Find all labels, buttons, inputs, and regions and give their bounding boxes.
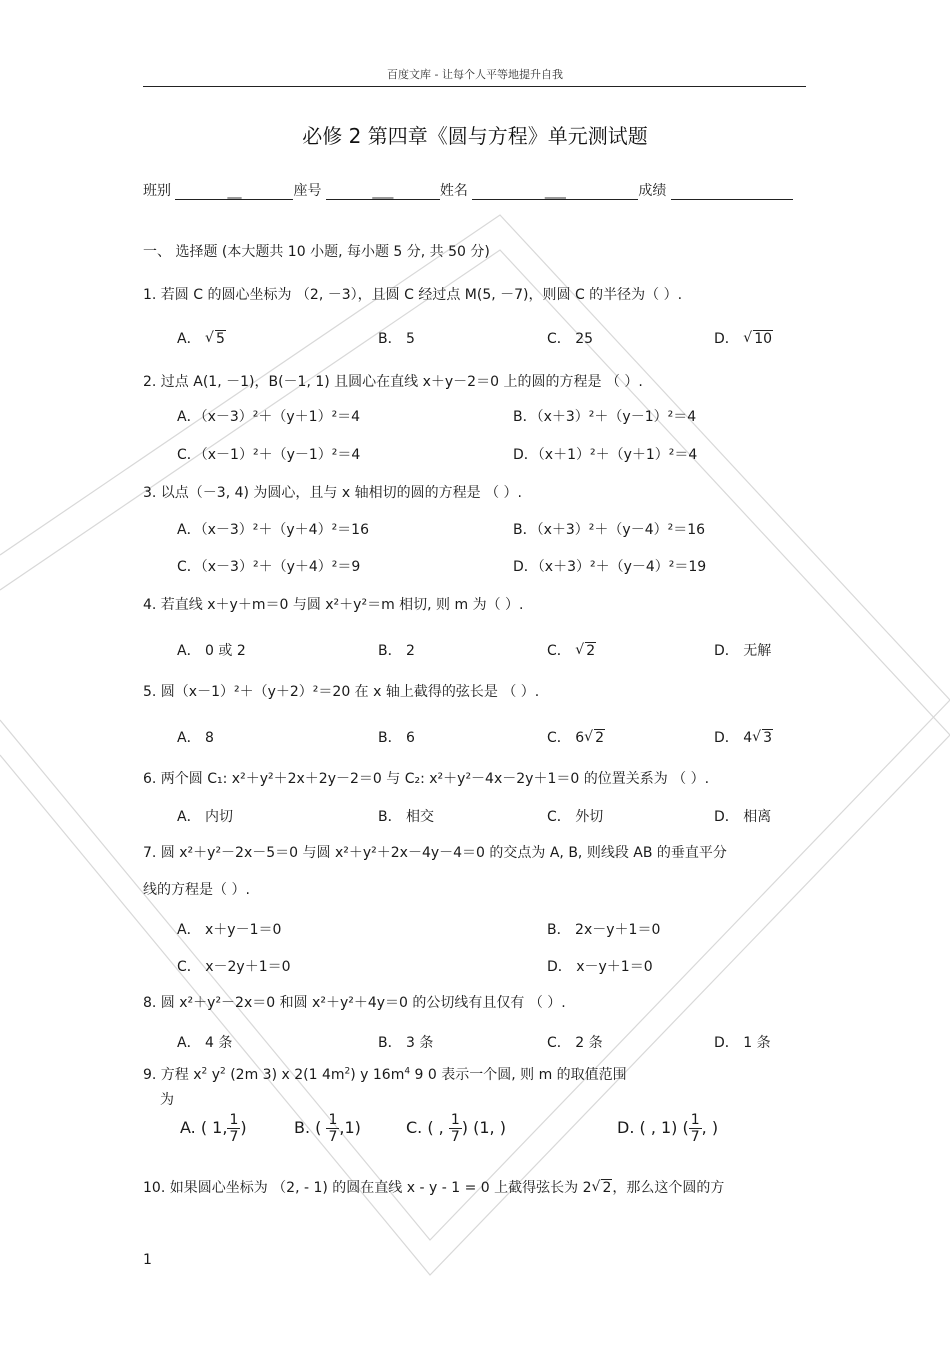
q4-c-label: C．: [547, 643, 571, 659]
question-1-stem: 1. 若圆 C 的圆心坐标为 （2, －3），且圆 C 经过点 M(5, －7)，则圆 C 的半径为（ ）.: [143, 287, 683, 303]
q7-option-d[interactable]: D． x－y＋1＝0: [547, 959, 653, 975]
section-heading: 一、 选择题 (本大题共 10 小题, 每小题 5 分, 共 50 分): [143, 244, 490, 260]
sqrt-icon: [752, 730, 773, 746]
q3-option-b[interactable]: B．（x＋3）²＋（y－4）²＝16: [513, 522, 706, 538]
name-label: 姓名: [439, 183, 468, 199]
q3-option-d[interactable]: D．（x＋3）²＋（y－4）²＝19: [513, 559, 707, 575]
score-label: 成绩: [638, 183, 667, 199]
question-2-stem: 2. 过点 A(1, －1)，B(－1, 1) 且圆心在直线 x＋y－2＝0 上的圆的方程是 （ ）.: [143, 374, 643, 390]
question-5-stem: 5. 圆（x－1）²＋（y＋2）²＝20 在 x 轴上截得的弦长是 （ ）.: [143, 684, 540, 700]
q6-option-b[interactable]: B． 相交: [378, 809, 435, 825]
q6-option-c[interactable]: C． 外切: [547, 809, 604, 825]
fraction: [227, 1112, 240, 1145]
sqrt-icon: [584, 730, 605, 746]
q7-option-b[interactable]: B． 2x－y＋1＝0: [547, 922, 661, 938]
q9-sup: 4: [404, 1066, 411, 1077]
info-line: [143, 180, 793, 200]
question-3-stem: 3. 以点（－3, 4) 为圆心，且与 x 轴相切的圆的方程是 （ ）.: [143, 485, 522, 501]
sqrt-icon: [743, 331, 773, 347]
question-8-stem: 8. 圆 x²＋y²－2x＝0 和圆 x²＋y²＋4y＝0 的公切线有且仅有 （ ）.: [143, 995, 566, 1011]
question-9-stem-line2: 为: [160, 1092, 174, 1108]
q4-option-a[interactable]: A． 0 或 2: [177, 643, 246, 659]
q9-stem-part: (2m 3) x 2(1 4m: [225, 1067, 345, 1083]
fraction-numerator: 1: [229, 1112, 239, 1128]
class-label: 班别: [143, 183, 171, 199]
q1-a-value: 5: [216, 331, 225, 347]
sqrt-icon: [591, 1180, 612, 1196]
q9-a-post: ): [240, 1118, 247, 1137]
q9-stem-part: 9 0 表示一个圆, 则 m 的取值范围: [410, 1067, 627, 1083]
q5-c-label: C． 6: [547, 730, 585, 746]
q9-a-pre: A. ( 1,: [180, 1118, 228, 1137]
question-7-stem-line2: 线的方程是（ ）.: [143, 882, 250, 898]
q9-option-c[interactable]: [406, 1112, 506, 1145]
q2-option-d[interactable]: D．（x＋1）²＋（y＋1）²＝4: [513, 447, 698, 463]
header-rule: [143, 86, 806, 87]
question-4-stem: 4. 若直线 x＋y＋m＝0 与圆 x²＋y²＝m 相切, 则 m 为（ ）.: [143, 597, 524, 613]
q8-option-d[interactable]: D． 1 条: [714, 1035, 771, 1051]
q10-stem-pre: 10. 如果圆心坐标为 （2, - 1) 的圆在直线 x - y - 1 = 0 上截得弦长为 2: [143, 1180, 592, 1196]
q1-option-b[interactable]: B． 5: [378, 331, 415, 347]
fraction: [689, 1112, 702, 1145]
q5-c-value: 2: [595, 730, 605, 746]
sqrt-icon: [205, 331, 226, 347]
q9-b-post: ,1): [339, 1118, 361, 1137]
q8-option-a[interactable]: A． 4 条: [177, 1035, 233, 1051]
q9-option-b[interactable]: [294, 1112, 361, 1145]
seat-field[interactable]: ___: [326, 183, 440, 200]
q1-option-a[interactable]: [177, 328, 226, 348]
page-number: 1: [143, 1252, 152, 1268]
fraction-numerator: 1: [328, 1112, 338, 1128]
q9-option-a[interactable]: [180, 1112, 247, 1145]
question-9-stem: [143, 1064, 627, 1084]
q6-option-a[interactable]: A． 内切: [177, 809, 234, 825]
q4-c-value: 2: [586, 643, 596, 659]
q2-option-c[interactable]: C．（x－1）²＋（y－1）²＝4: [177, 447, 361, 463]
fraction: [449, 1112, 462, 1145]
q8-option-c[interactable]: C． 2 条: [547, 1035, 603, 1051]
q2-option-a[interactable]: A．（x－3）²＋（y＋1）²＝4: [177, 409, 361, 425]
q1-d-value: 10: [754, 331, 773, 347]
q9-sup: 2: [344, 1066, 351, 1077]
fraction-denominator: 7: [450, 1129, 460, 1145]
question-7-stem-line1: 7. 圆 x²＋y²－2x－5＝0 与圆 x²＋y²＋2x－4y－4＝0 的交点为 A, B, 则线段 AB 的垂直平分: [143, 845, 727, 861]
q10-radicand: 2: [602, 1180, 612, 1196]
q9-c-post: ) (1, ): [461, 1118, 506, 1137]
fraction-denominator: 7: [690, 1129, 700, 1145]
q4-option-d[interactable]: D． 无解: [714, 643, 772, 659]
page-title: 必修 2 第四章《圆与方程》单元测试题: [302, 124, 648, 148]
q9-b-pre: B. (: [294, 1118, 327, 1137]
fraction-denominator: 7: [229, 1129, 239, 1145]
score-field[interactable]: [671, 183, 793, 200]
q4-option-b[interactable]: B． 2: [378, 643, 415, 659]
q2-option-b[interactable]: B．（x＋3）²＋（y－1）²＝4: [513, 409, 697, 425]
sqrt-icon: [575, 643, 596, 659]
q5-d-value: 3: [763, 730, 773, 746]
q9-stem-part: ) y 16m: [350, 1067, 405, 1083]
q1-option-c[interactable]: C． 25: [547, 331, 594, 347]
q1-d-label: D．: [714, 331, 739, 347]
q9-stem-part: 9. 方程 x: [143, 1067, 202, 1083]
question-6-stem: 6. 两个圆 C₁: x²＋y²＋2x＋2y－2＝0 与 C₂: x²＋y²－4x－2y＋1＝0 的位置关系为 （ ）.: [143, 771, 710, 787]
q5-option-a[interactable]: A． 8: [177, 730, 214, 746]
q6-option-d[interactable]: D． 相离: [714, 809, 772, 825]
q8-option-b[interactable]: B． 3 条: [378, 1035, 434, 1051]
q9-d-post: , ): [701, 1118, 719, 1137]
q3-option-a[interactable]: A．（x－3）²＋（y＋4）²＝16: [177, 522, 370, 538]
q9-sup: 2: [220, 1066, 226, 1077]
q5-option-d[interactable]: [714, 727, 773, 747]
class-field[interactable]: __: [175, 183, 293, 200]
q10-stem-post: ，那么这个圆的方: [612, 1180, 725, 1196]
fraction: [326, 1112, 339, 1145]
name-field[interactable]: ___: [472, 183, 638, 200]
page-header: 百度文库 - 让每个人平等地提升自我: [387, 68, 563, 81]
question-10-stem: [143, 1177, 724, 1197]
q1-a-label: A．: [177, 331, 201, 347]
q9-d-pre: D. ( , 1) (: [617, 1118, 689, 1137]
q7-option-a[interactable]: A． x＋y－1＝0: [177, 922, 282, 938]
q4-option-c[interactable]: [547, 640, 596, 660]
q5-d-label: D． 4: [714, 730, 753, 746]
fraction-numerator: 1: [690, 1112, 700, 1128]
q9-stem-part: y: [207, 1067, 221, 1083]
fraction-denominator: 7: [328, 1129, 338, 1145]
q1-option-d[interactable]: [714, 328, 773, 348]
seat-label: 座号: [293, 183, 322, 199]
q3-option-c[interactable]: C．（x－3）²＋（y＋4）²＝9: [177, 559, 361, 575]
fraction-numerator: 1: [450, 1112, 460, 1128]
q9-c-pre: C. ( ,: [406, 1118, 449, 1137]
q5-option-b[interactable]: B． 6: [378, 730, 415, 746]
q9-option-d[interactable]: [617, 1112, 718, 1145]
q7-option-c[interactable]: C． x－2y＋1＝0: [177, 959, 291, 975]
q9-sup: 2: [201, 1066, 208, 1077]
q5-option-c[interactable]: [547, 727, 605, 747]
